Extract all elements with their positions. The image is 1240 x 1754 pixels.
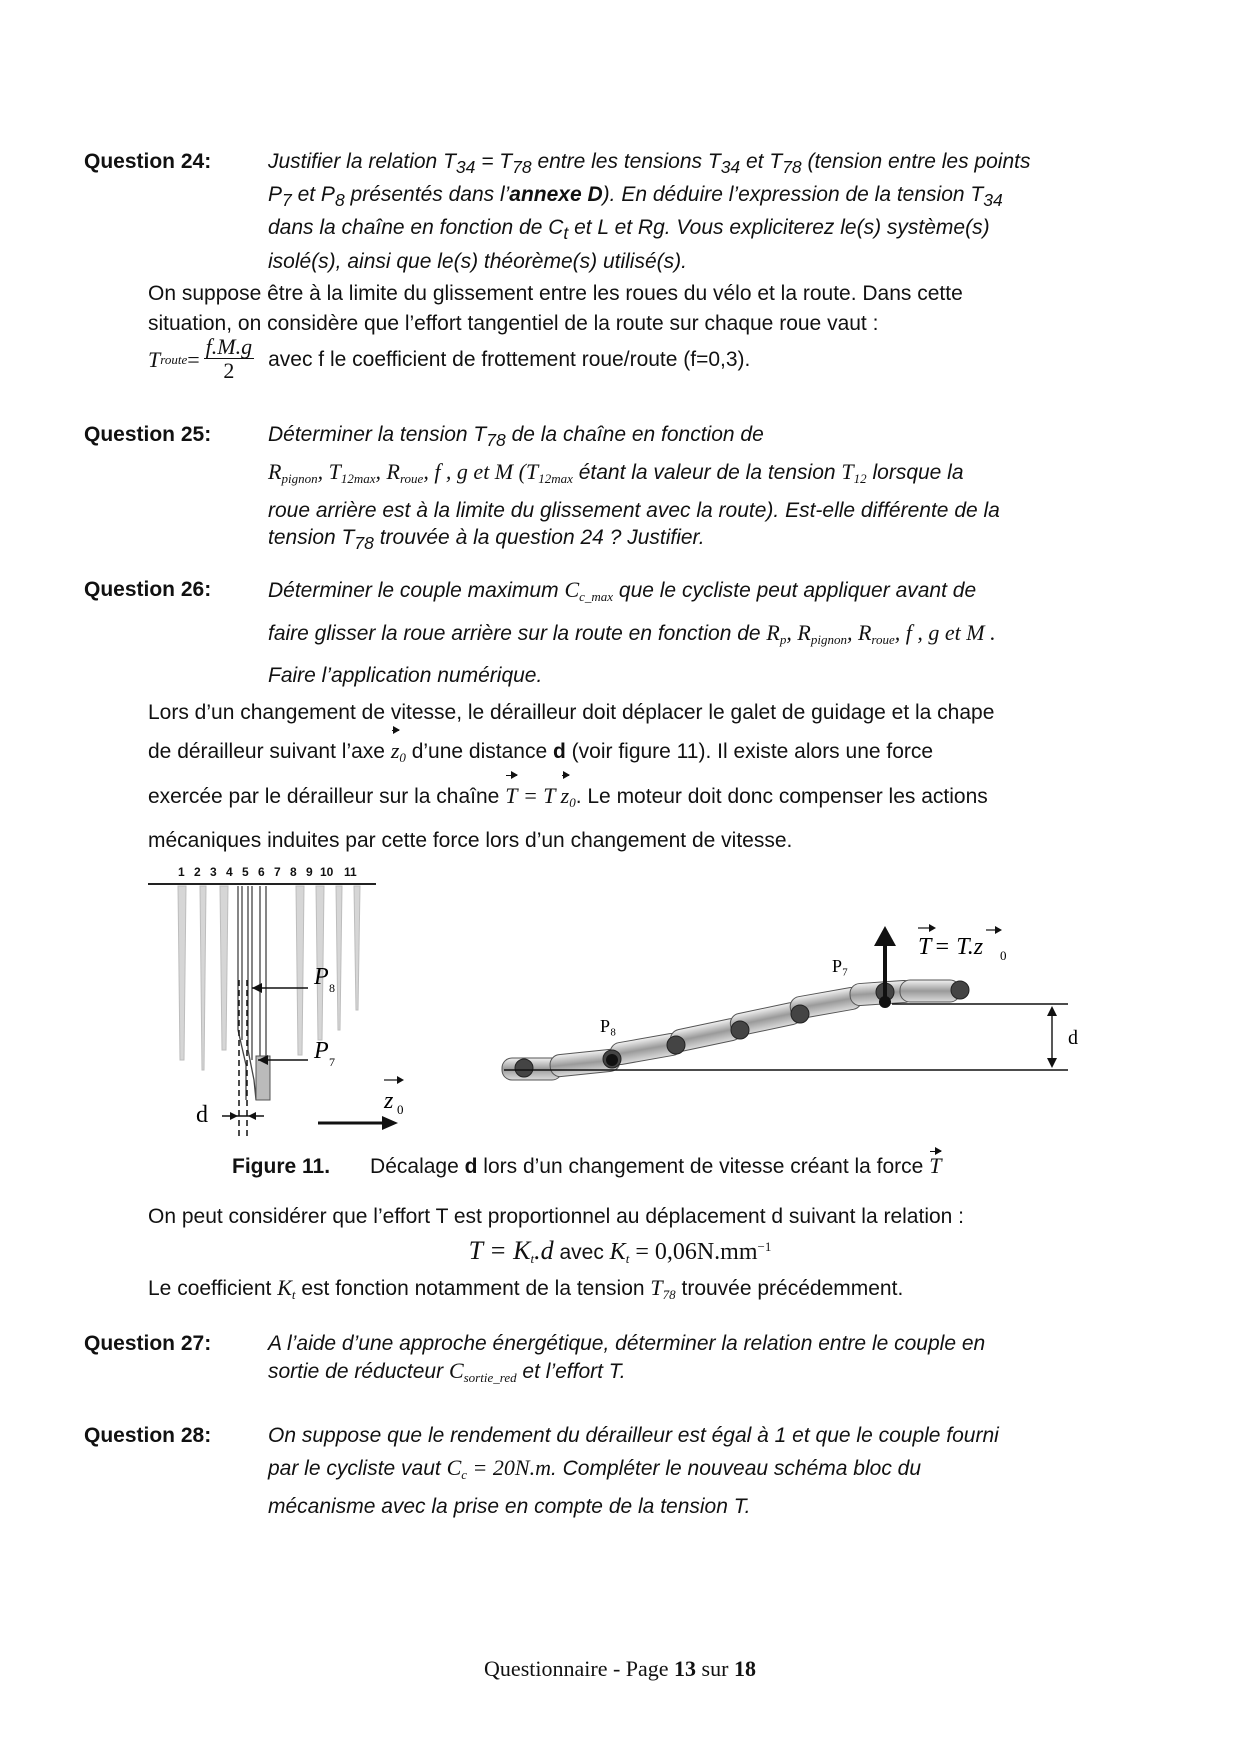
question-27 [84,1330,1104,1391]
chain-label-p8: P₈ [600,1016,617,1036]
sprocket-number: 2 [194,865,201,879]
question-label: Question 24: [84,150,212,173]
question-text: Déterminer le couple maximum $C_{c\_max}$ que le cycliste peut appliquer avant de faire glisser la roue arrière sur la route en fonction de $R_p$, $R_{pignon}$, $R_{roue}$, f , g et M . Faire l’application numérique. [268,577,996,687]
svg-text:0: 0 [397,1102,404,1117]
label-p7: P [314,1038,329,1064]
question-label: Question 25: [84,423,212,446]
question-label: Question 27: [84,1332,212,1355]
sprocket-number: 3 [210,865,217,879]
sprocket-number: 8 [290,865,297,879]
paragraph-proportional: On peut considérer que l’effort T est proportionnel au déplacement d suivant la relation : [148,1205,965,1228]
sprocket-number: 6 [258,865,265,879]
paragraph-slip-limit: On suppose être à la limite du glissement entre les roues du vélo et la route. Dans cette situation, on considère que l’effort tangentiel de la route sur chaque roue vaut : [148,282,963,335]
label-d-left: d [196,1102,208,1128]
question-25 [84,421,1104,557]
chain-label-d: d [1068,1027,1078,1049]
svg-text:= T.z: = T.z [934,934,984,960]
svg-text:7: 7 [329,1055,335,1069]
question-label: Question 26: [84,578,212,601]
sprocket-number: 4 [226,865,233,879]
sprocket-number: 1 [178,865,185,879]
label-p8: P [314,964,329,990]
svg-text:0: 0 [1000,948,1007,963]
chain-diagram [500,920,1090,1100]
paragraph-derailleur: Lors d’un changement de vitesse, le dérailleur doit déplacer le galet de guidage et la chape de dérailleur suivant l’axe $z_0$ d’une distance d (voir figure 11). Il existe alors une force exercée par le dérailleur sur la chaîne T = T $z_0$. Le moteur doit donc compenser les actions mécaniques induites par cette force lors d’un changement de vitesse. [148,701,995,852]
question-26 [84,572,1104,694]
question-text: Justifier la relation $T_{34} = T_{78}$ entre les tensions $T_{34}$ et $T_{78}$ (tension entre les points $P_7$ et $P_8$ présentés dans l’annexe D). En déduire l’expression de la tension $T_{34}$ dans la chaîne en fonction de $C_t$ et L et Rg. Vous expliciterez le(s) système(s) isolé(s), ainsi que le(s) théorème(s) utilisé(s). [268,150,1031,273]
tension-label: T [918,934,932,960]
svg-text:8: 8 [329,981,335,995]
chain-label-p7: P₇ [832,956,849,976]
question-label: Question 28: [84,1424,212,1447]
annexe-link: annexe D [509,183,603,207]
question-text: On suppose que le rendement du dérailleur est égal à 1 et que le couple fourni par le cycliste vaut $C_c = 20N.m$. Compléter le nouveau schéma bloc du mécanisme avec la prise en compte de la tension T. [268,1424,999,1518]
formula-kt: $T = K_t.d$ avec $K_t = 0,06N.mm^{-1}$ [468,1236,772,1266]
sprocket-diagram [148,860,408,1140]
label-z0: z [384,1088,394,1114]
formula-troute: T route = $\frac{f.M.g}{2}$ avec f le coefficient de frottement roue/route (f=0,3). [148,334,751,383]
sprocket-number: 9 [306,865,313,879]
question-28 [84,1420,1104,1523]
question-24 [84,148,1104,275]
sprocket-number: 11 [344,865,357,879]
figure-caption: Figure 11. Décalage d lors d’un changement de vitesse créant la force T [232,1153,942,1178]
paragraph-kt: Le coefficient $K_t$ est fonction notamment de la tension $T_{78}$ trouvée précédemment. [148,1275,904,1302]
sprocket-number: 7 [274,865,281,879]
page-footer: Questionnaire - Page 13 sur 18 [484,1656,756,1681]
sprocket-number: 5 [242,865,249,879]
sprocket-number: 10 [320,865,334,879]
question-text: A l’aide d’une approche énergétique, déterminer la relation entre le couple en sortie de réducteur $C_{sortie\_red}$ et l’effort T. [268,1332,986,1385]
question-text: Déterminer la tension $T_{78}$ de la chaîne en fonction de $R_{pignon}$, $T_{12max}$, $R_{roue}$, f , g et M ($T_{12max}$ étant la valeur de la tension $T_{12}$ lorsque la roue arrière est à la limite du glissement avec la route). Est-elle différente de la tension $T_{78}$ trouvée à la question 24 ? Justifier. [268,423,1000,554]
